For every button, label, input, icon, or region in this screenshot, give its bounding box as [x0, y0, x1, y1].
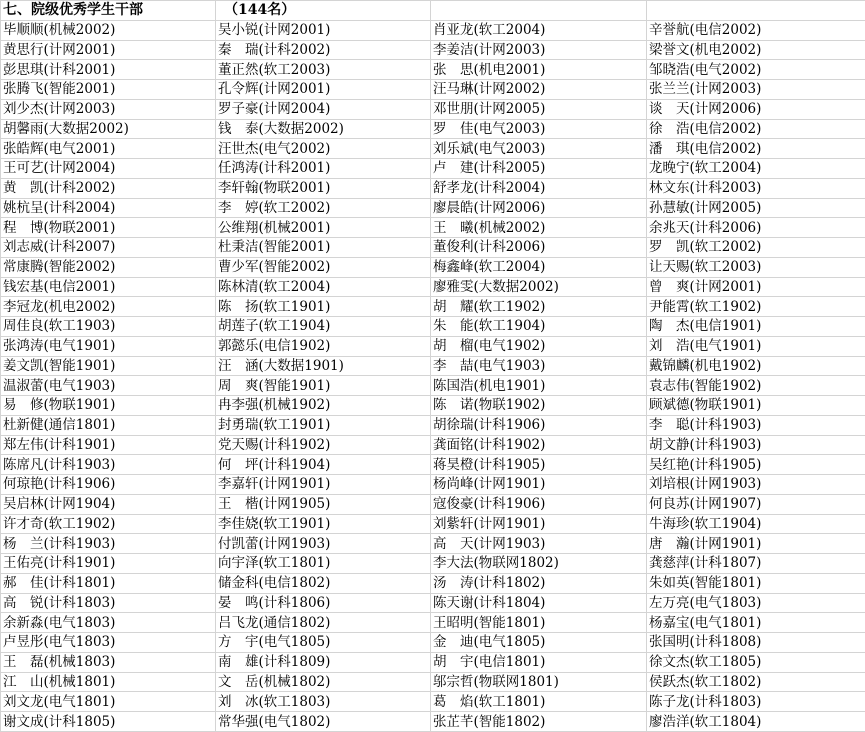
empty-cell[interactable]	[647, 1, 865, 21]
student-cell[interactable]: 潘 琪(电信2002)	[647, 139, 865, 159]
student-cell[interactable]: 谢文成(计科1805)	[1, 712, 216, 732]
section-title[interactable]: 七、院级优秀学生干部	[1, 1, 216, 21]
student-cell[interactable]: 罗子豪(计网2004)	[216, 99, 431, 119]
student-cell[interactable]: 王 曦(机械2002)	[431, 218, 647, 238]
student-cell[interactable]: 肖亚龙(软工2004)	[431, 20, 647, 40]
student-cell[interactable]: 汪 涵(大数据1901)	[216, 356, 431, 376]
table-row	[1, 297, 865, 317]
student-cell[interactable]: 胡 宇(电信1801)	[431, 652, 647, 672]
student-cell[interactable]: 刘 浩(电气1901)	[647, 336, 865, 356]
student-cell[interactable]: 杨嘉宝(电气1801)	[647, 613, 865, 633]
student-cell[interactable]: 朱 能(软工1904)	[431, 317, 647, 337]
student-cell[interactable]: 张国明(计科1808)	[647, 633, 865, 653]
table-row	[1, 633, 865, 653]
table-row	[1, 593, 865, 613]
student-cell[interactable]: 曹少军(智能2002)	[216, 257, 431, 277]
student-cell[interactable]: 龙晚宁(软工2004)	[647, 159, 865, 179]
student-cell[interactable]: 胡莲子(软工1904)	[216, 317, 431, 337]
student-cell[interactable]: 张 思(机电2001)	[431, 60, 647, 80]
student-cell[interactable]: 胡徐瑞(计科1906)	[431, 415, 647, 435]
table-row	[1, 336, 865, 356]
empty-cell[interactable]	[431, 1, 647, 21]
table-row	[1, 257, 865, 277]
student-cell[interactable]: 张腾飞(智能2001)	[1, 80, 216, 100]
student-cell[interactable]: 陶 杰(电信1901)	[647, 317, 865, 337]
student-cell[interactable]: 江 山(机械1801)	[1, 672, 216, 692]
table-row	[1, 119, 865, 139]
student-cell[interactable]: 舒孝龙(计科2004)	[431, 178, 647, 198]
student-cell[interactable]: 牛海珍(软工1904)	[647, 514, 865, 534]
student-cell[interactable]: 廖晨皓(计网2006)	[431, 198, 647, 218]
student-cell[interactable]: 卢昱彤(电气1803)	[1, 633, 216, 653]
table-row	[1, 613, 865, 633]
student-cell[interactable]: 邬宗哲(物联网1801)	[431, 672, 647, 692]
table-row	[1, 40, 865, 60]
student-cell[interactable]: 黄 凯(计科2002)	[1, 178, 216, 198]
student-cell[interactable]: 方 宇(电气1805)	[216, 633, 431, 653]
student-cell[interactable]: 孔令辉(计网2001)	[216, 80, 431, 100]
student-cell[interactable]: 陈天谢(计科1804)	[431, 593, 647, 613]
student-cell[interactable]: 许才奇(软工1902)	[1, 514, 216, 534]
student-cell[interactable]: 王佑亮(计科1901)	[1, 554, 216, 574]
student-cell[interactable]: 侯跃杰(软工1802)	[647, 672, 865, 692]
student-cell[interactable]: 胡文静(计科1903)	[647, 435, 865, 455]
student-cell[interactable]: 周 爽(智能1901)	[216, 376, 431, 396]
student-cell[interactable]: 杨尚峰(计网1901)	[431, 475, 647, 495]
student-cell[interactable]: 陈席凡(计科1903)	[1, 455, 216, 475]
table-row	[1, 415, 865, 435]
student-cell[interactable]: 董正然(软工2003)	[216, 60, 431, 80]
student-cell[interactable]: 汪世杰(电气2002)	[216, 139, 431, 159]
student-cell[interactable]: 黄思行(计网2001)	[1, 40, 216, 60]
student-cell[interactable]: 刘乐斌(电气2003)	[431, 139, 647, 159]
table-row	[1, 475, 865, 495]
student-cell[interactable]: 何琼艳(计科1906)	[1, 475, 216, 495]
table-row	[1, 159, 865, 179]
student-cell[interactable]: 程 博(物联2001)	[1, 218, 216, 238]
student-cell[interactable]: 张皓辉(电气2001)	[1, 139, 216, 159]
student-cell[interactable]: 周佳良(软工1903)	[1, 317, 216, 337]
student-cell[interactable]: 罗 凯(软工2002)	[647, 238, 865, 258]
student-cell[interactable]: 姜文凯(智能1901)	[1, 356, 216, 376]
student-cell[interactable]: 梅鑫峰(软工2004)	[431, 257, 647, 277]
table-row	[1, 554, 865, 574]
student-cell[interactable]: 刘少杰(计网2003)	[1, 99, 216, 119]
table-row	[1, 277, 865, 297]
student-cell[interactable]: 金 迪(电气1805)	[431, 633, 647, 653]
student-cell[interactable]: 钱 泰(大数据2002)	[216, 119, 431, 139]
student-cell[interactable]: 林文东(计科2003)	[647, 178, 865, 198]
student-cell[interactable]: 余新淼(电气1803)	[1, 613, 216, 633]
student-cell[interactable]: 王 楷(计网1905)	[216, 494, 431, 514]
table-row	[1, 455, 865, 475]
student-cell[interactable]: 郝 佳(计科1801)	[1, 573, 216, 593]
student-cell[interactable]: 文 岳(机械1802)	[216, 672, 431, 692]
student-cell[interactable]: 吕飞龙(通信1802)	[216, 613, 431, 633]
award-count[interactable]: （144名）	[216, 1, 431, 21]
student-cell[interactable]: 寇俊豪(计科1906)	[431, 494, 647, 514]
student-cell[interactable]: 谈 天(计网2006)	[647, 99, 865, 119]
table-row	[1, 692, 865, 712]
student-cell[interactable]: 徐文杰(软工1805)	[647, 652, 865, 672]
student-cell[interactable]: 姚杭呈(计科2004)	[1, 198, 216, 218]
student-cell[interactable]: 高 锐(计科1803)	[1, 593, 216, 613]
student-cell[interactable]: 顾斌德(物联1901)	[647, 396, 865, 416]
student-cell[interactable]: 晏 鸣(计科1806)	[216, 593, 431, 613]
student-cell[interactable]: 常康腾(智能2002)	[1, 257, 216, 277]
student-cell[interactable]: 陈国浩(机电1901)	[431, 376, 647, 396]
student-cell[interactable]: 张芷芊(智能1802)	[431, 712, 647, 732]
student-cell[interactable]: 郑左伟(计科1901)	[1, 435, 216, 455]
table-row	[1, 652, 865, 672]
student-cell[interactable]: 龚面铭(计科1902)	[431, 435, 647, 455]
student-cell[interactable]: 胡 耀(软工1902)	[431, 297, 647, 317]
table-row	[1, 712, 865, 732]
student-cell[interactable]: 余兆天(计科2006)	[647, 218, 865, 238]
student-cell[interactable]: 秦 瑞(计科2002)	[216, 40, 431, 60]
student-cell[interactable]: 朱如英(智能1801)	[647, 573, 865, 593]
table-row	[1, 80, 865, 100]
student-cell[interactable]: 封勇瑞(软工1901)	[216, 415, 431, 435]
student-cell[interactable]: 向宇泽(软工1801)	[216, 554, 431, 574]
student-cell[interactable]: 彭思琪(计科2001)	[1, 60, 216, 80]
student-cell[interactable]: 杨 兰(计科1903)	[1, 534, 216, 554]
student-cell[interactable]: 戴锦麟(机电1902)	[647, 356, 865, 376]
sheet-body	[1, 1, 865, 732]
student-cell[interactable]: 蒋昊橙(计科1905)	[431, 455, 647, 475]
table-row	[1, 317, 865, 337]
student-cell[interactable]: 储金科(电信1802)	[216, 573, 431, 593]
student-cell[interactable]: 汤 涛(计科1802)	[431, 573, 647, 593]
student-cell[interactable]: 左万亮(电气1803)	[647, 593, 865, 613]
student-cell[interactable]: 徐 浩(电信2002)	[647, 119, 865, 139]
student-cell[interactable]: 董俊利(计科2006)	[431, 238, 647, 258]
student-cell[interactable]: 廖雅雯(大数据2002)	[431, 277, 647, 297]
student-cell[interactable]: 李 喆(电气1903)	[431, 356, 647, 376]
table-row	[1, 356, 865, 376]
student-cell[interactable]: 付凯蕾(计网1903)	[216, 534, 431, 554]
table-row	[1, 376, 865, 396]
table-row	[1, 20, 865, 40]
student-cell[interactable]: 刘紫轩(计网1901)	[431, 514, 647, 534]
student-cell[interactable]: 邓世朋(计网2005)	[431, 99, 647, 119]
student-cell[interactable]: 胡馨雨(大数据2002)	[1, 119, 216, 139]
student-cell[interactable]: 李轩翰(物联2001)	[216, 178, 431, 198]
student-cell[interactable]: 曾 爽(计网2001)	[647, 277, 865, 297]
table-row	[1, 396, 865, 416]
table-row	[1, 218, 865, 238]
student-cell[interactable]: 罗 佳(电气2003)	[431, 119, 647, 139]
table-row	[1, 238, 865, 258]
student-cell[interactable]: 温淑蕾(电气1903)	[1, 376, 216, 396]
student-cell[interactable]: 袁志伟(智能1902)	[647, 376, 865, 396]
student-cell[interactable]: 刘志威(计科2007)	[1, 238, 216, 258]
student-cell[interactable]: 刘文龙(电气1801)	[1, 692, 216, 712]
student-cell[interactable]: 钱宏基(电信2001)	[1, 277, 216, 297]
student-cell[interactable]: 常华强(电气1802)	[216, 712, 431, 732]
student-cell[interactable]: 吴启林(计网1904)	[1, 494, 216, 514]
student-cell[interactable]: 陈 扬(软工1901)	[216, 297, 431, 317]
student-cell[interactable]: 陈子龙(计科1803)	[647, 692, 865, 712]
student-cell[interactable]: 张鸿涛(电气1901)	[1, 336, 216, 356]
student-cell[interactable]: 梁誉文(机电2002)	[647, 40, 865, 60]
student-cell[interactable]: 李佳娆(软工1901)	[216, 514, 431, 534]
table-row	[1, 99, 865, 119]
student-cell[interactable]: 杜秉洁(智能2001)	[216, 238, 431, 258]
table-row	[1, 494, 865, 514]
student-cell[interactable]: 李 婷(软工2002)	[216, 198, 431, 218]
student-cell[interactable]: 毕顺顺(机械2002)	[1, 20, 216, 40]
student-cell[interactable]: 尹能霄(软工1902)	[647, 297, 865, 317]
student-cell[interactable]: 公维翔(机械2001)	[216, 218, 431, 238]
student-cell[interactable]: 陈 诺(物联1902)	[431, 396, 647, 416]
student-cell[interactable]: 冉李强(机械1902)	[216, 396, 431, 416]
student-cell[interactable]: 陈林清(软工2004)	[216, 277, 431, 297]
table-row	[1, 178, 865, 198]
table-row	[1, 435, 865, 455]
student-cell[interactable]: 李大法(物联网1802)	[431, 554, 647, 574]
student-cell[interactable]: 龚慈萍(计科1807)	[647, 554, 865, 574]
student-cell[interactable]: 吴小锐(计网2001)	[216, 20, 431, 40]
table-row	[1, 198, 865, 218]
student-cell[interactable]: 廖浩洋(软工1804)	[647, 712, 865, 732]
student-cell[interactable]: 王 磊(机械1803)	[1, 652, 216, 672]
student-cell[interactable]: 郭懿乐(电信1902)	[216, 336, 431, 356]
table-row	[1, 60, 865, 80]
student-cell[interactable]: 唐 瀚(计网1901)	[647, 534, 865, 554]
student-cell[interactable]: 杜新健(通信1801)	[1, 415, 216, 435]
table-row	[1, 573, 865, 593]
student-cell[interactable]: 南 雄(计科1809)	[216, 652, 431, 672]
student-cell[interactable]: 王可艺(计网2004)	[1, 159, 216, 179]
student-cell[interactable]: 党天赐(计科1902)	[216, 435, 431, 455]
table-row	[1, 514, 865, 534]
student-cell[interactable]: 张兰兰(计网2003)	[647, 80, 865, 100]
student-cell[interactable]: 吴红艳(计科1905)	[647, 455, 865, 475]
student-cell[interactable]: 卢 建(计科2005)	[431, 159, 647, 179]
table-row	[1, 139, 865, 159]
table-row	[1, 672, 865, 692]
student-cell[interactable]: 孙慧敏(计网2005)	[647, 198, 865, 218]
student-cell[interactable]: 何 坪(计科1904)	[216, 455, 431, 475]
student-cell[interactable]: 邹晓浩(电气2002)	[647, 60, 865, 80]
student-cell[interactable]: 让天赐(软工2003)	[647, 257, 865, 277]
student-cell[interactable]: 何良苏(计网1907)	[647, 494, 865, 514]
table-row	[1, 534, 865, 554]
student-cell[interactable]: 李 聪(计科1903)	[647, 415, 865, 435]
title-row	[1, 1, 865, 21]
student-cell[interactable]: 高 天(计网1903)	[431, 534, 647, 554]
student-cell[interactable]: 李姜洁(计网2003)	[431, 40, 647, 60]
student-cell[interactable]: 李冠龙(机电2002)	[1, 297, 216, 317]
student-cell[interactable]: 王昭明(智能1801)	[431, 613, 647, 633]
student-cell[interactable]: 刘 冰(软工1803)	[216, 692, 431, 712]
student-cell[interactable]: 葛 焰(软工1801)	[431, 692, 647, 712]
student-cell[interactable]: 辛誉航(电信2002)	[647, 20, 865, 40]
student-cell[interactable]: 汪马琳(计网2002)	[431, 80, 647, 100]
student-cell[interactable]: 易 修(物联1901)	[1, 396, 216, 416]
student-cell[interactable]: 刘培根(计网1903)	[647, 475, 865, 495]
student-cell[interactable]: 李嘉轩(计网1901)	[216, 475, 431, 495]
student-cell[interactable]: 任鸿涛(计科2001)	[216, 159, 431, 179]
student-cell[interactable]: 胡 榴(电气1902)	[431, 336, 647, 356]
